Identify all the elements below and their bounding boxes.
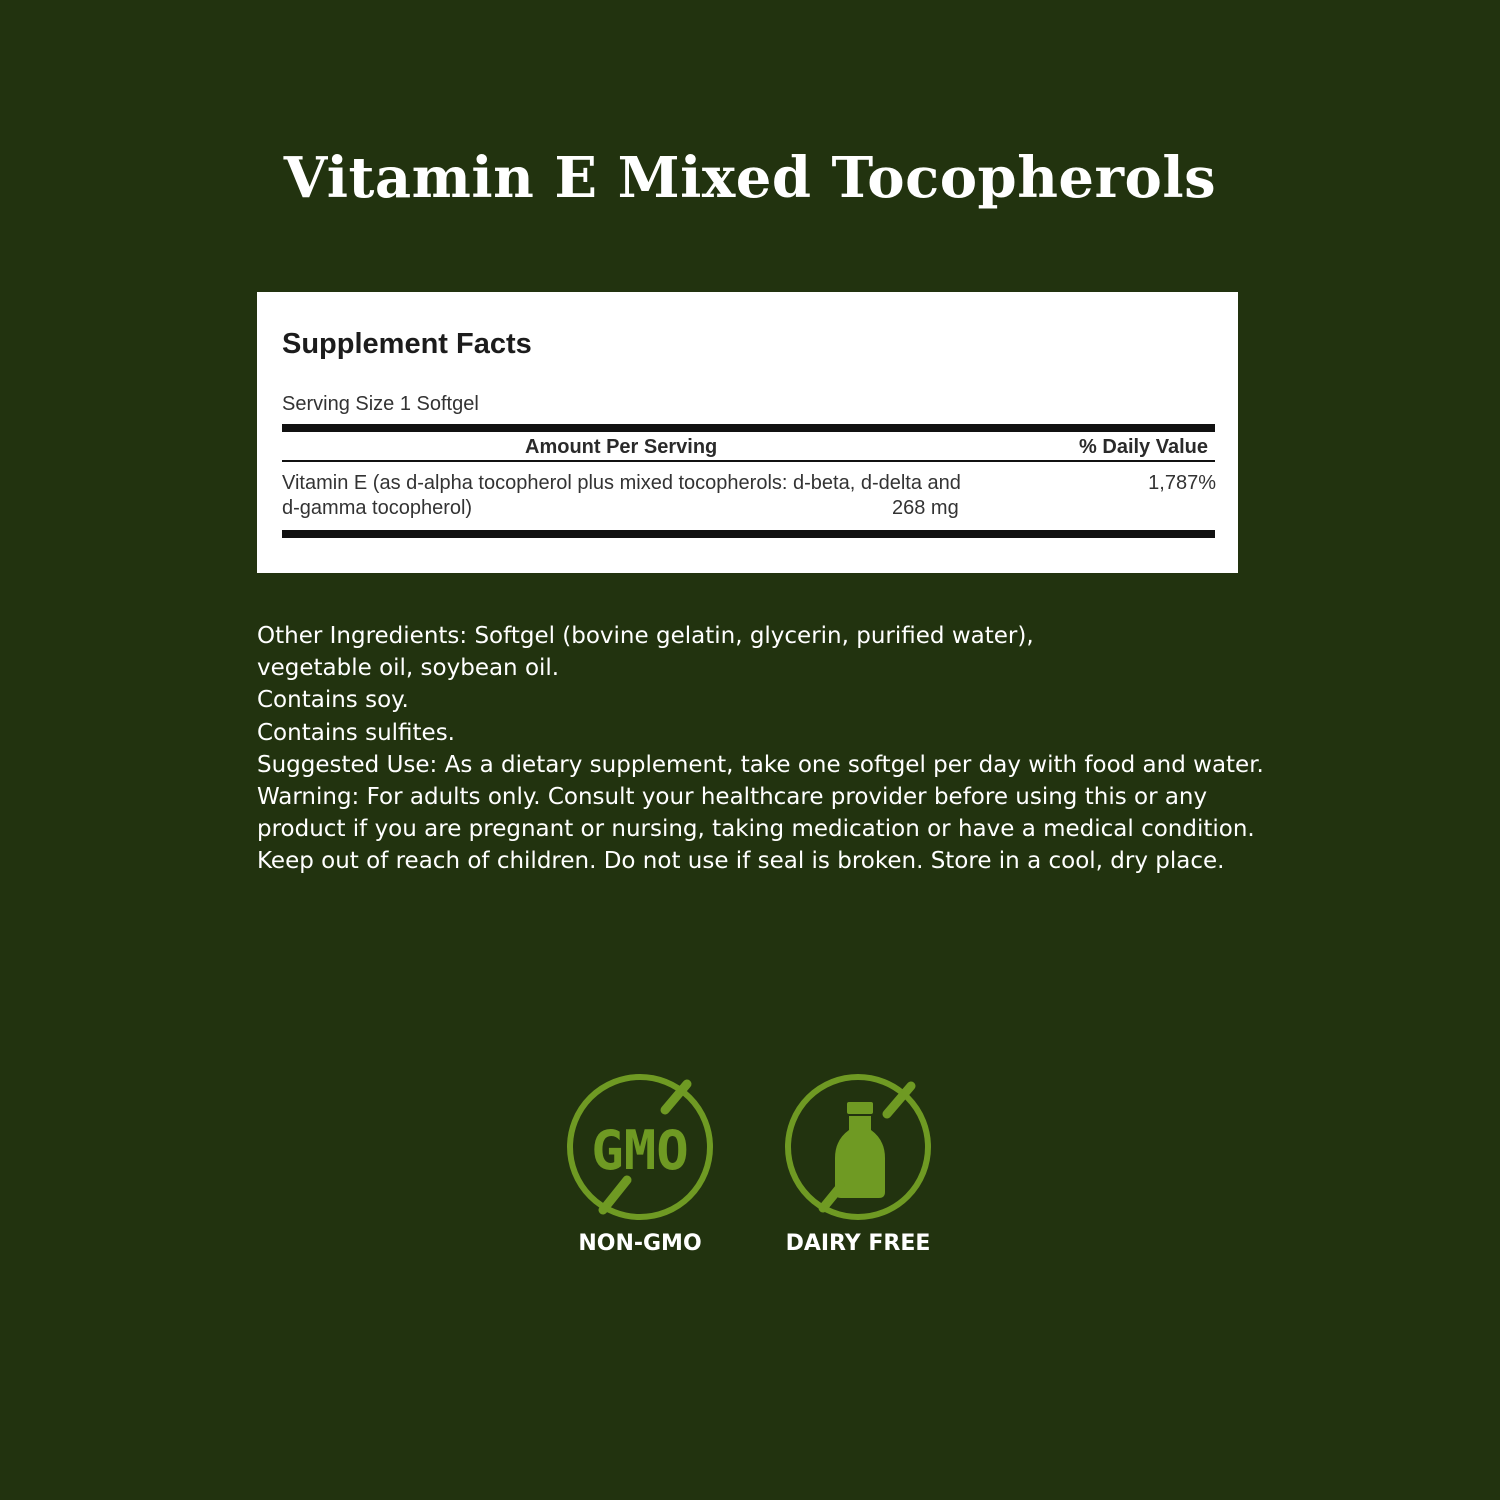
info-line: Contains sulfites.	[257, 719, 455, 746]
badge-label-non-gmo: NON-GMO	[578, 1231, 702, 1256]
info-line: vegetable oil, soybean oil.	[257, 655, 560, 682]
badge-dairy-free	[778, 1072, 938, 1258]
info-line: Other Ingredients: Softgel (bovine gelatin, glycerin, purified water),	[257, 623, 1034, 649]
milk-bottle-crossed-icon	[783, 1072, 933, 1222]
product-information	[257, 620, 1264, 878]
page-title: Vitamin E Mixed Tocopherols	[283, 145, 1217, 211]
badge-non-gmo	[560, 1072, 720, 1258]
nutrient-daily-value: 1,787%	[1148, 472, 1216, 494]
info-line: Keep out of reach of children. Do not use if seal is broken. Store in a cool, dry place.	[257, 848, 1225, 875]
column-header-daily-value: % Daily Value	[1079, 436, 1208, 458]
column-header-amount: Amount Per Serving	[525, 436, 718, 458]
nutrient-name: Vitamin E (as d-alpha tocopherol plus mixed tocopherols: d-beta, d-delta and d-gamma tocopherol)	[282, 472, 961, 519]
nutrient-amount: 268 mg	[892, 497, 959, 519]
serving-size: Serving Size 1 Softgel	[282, 393, 479, 415]
gmo-icon-text: GMO	[591, 1119, 689, 1182]
info-line: Suggested Use: As a dietary supplement, take one softgel per day with food and water.	[257, 751, 1264, 778]
info-line: Warning: For adults only. Consult your healthcare provider before using this or any	[257, 784, 1208, 811]
supplement-facts-heading: Supplement Facts	[282, 328, 532, 360]
info-line: product if you are pregnant or nursing, taking medication or have a medical condition.	[257, 816, 1255, 843]
supplement-facts-panel	[257, 292, 1238, 573]
gmo-crossed-icon	[565, 1072, 715, 1222]
divider-thick-bottom	[282, 530, 1215, 538]
info-line: Contains soy.	[257, 687, 409, 714]
badge-label-dairy-free: DAIRY FREE	[785, 1231, 931, 1256]
divider-thick-top	[282, 424, 1215, 432]
divider-thin	[282, 460, 1215, 462]
